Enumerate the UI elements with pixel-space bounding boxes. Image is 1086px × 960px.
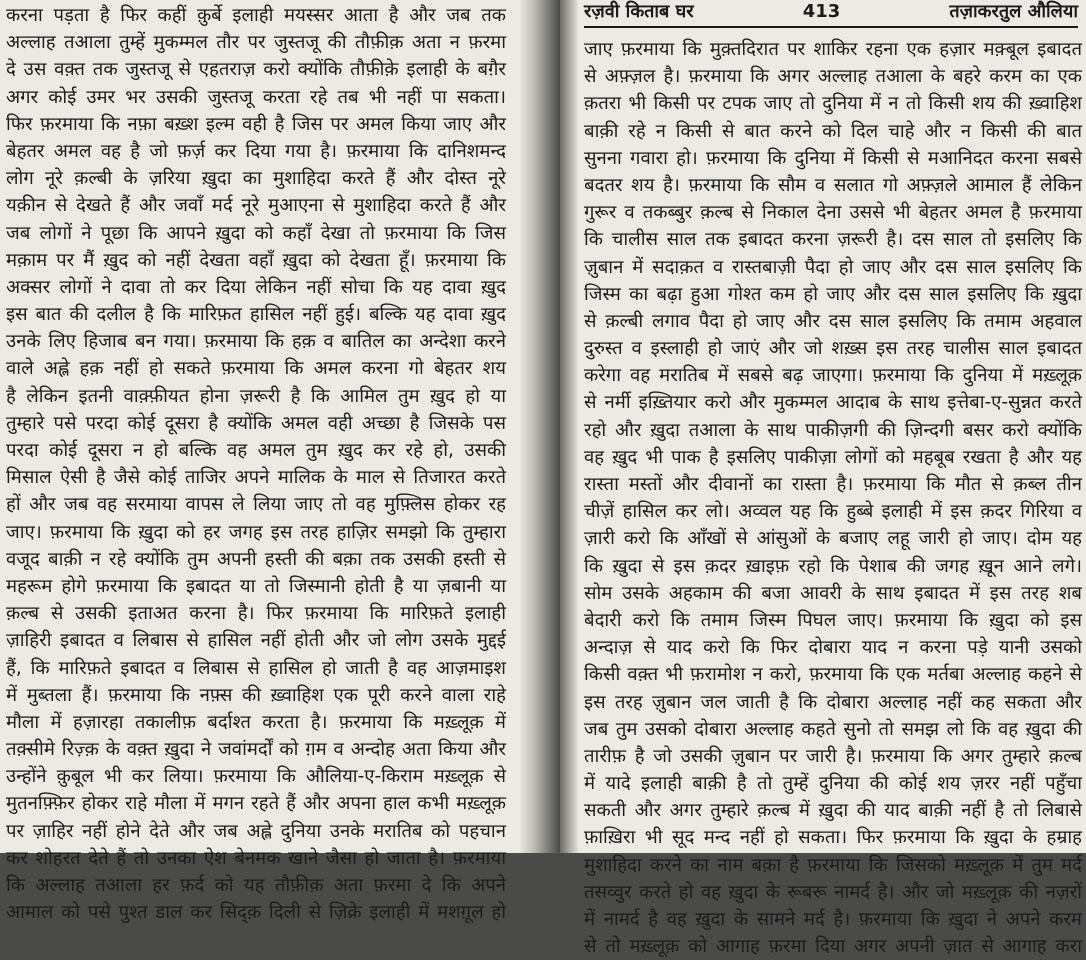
text-line: में मुब्तला हैं। फ़रमाया कि नफ़्स की ख़्वाहिश एक पूरी करने वाला राहे — [6, 684, 506, 706]
text-line: उनके लिए हिजाब बन गया। फ़रमाया कि हक़ व बातिल का अन्देशा करने — [6, 331, 506, 353]
text-line: फिर फ़रमाया कि नफ़ा बख़्श इल्म वही है जिस पर अमल किया जाए और — [6, 113, 506, 135]
publisher-name: रज़वी किताब घर — [584, 1, 694, 22]
text-line: अक्सर लोगों ने दावा तो कर दिया लेकिन नहीं सोचा कि यह दावा ख़ुद — [6, 276, 506, 298]
text-line: अल्लाह तआला तुम्हें मुकम्मल तौर पर जुस्तजू की तौफ़ीक़ अता न फ़रमा — [6, 32, 506, 54]
text-line: जब लोगों ने पूछा कि आपने ख़ुदा को कहाँ देखा तो फ़रमाया कि जिस — [6, 222, 506, 244]
text-line: वजूद बाक़ी न रहे क्योंकि तुम अपनी हस्ती की बक़ा तक उसकी हस्ती से — [6, 548, 506, 570]
text-line: वाले अह्ले हक़ नहीं हो सकते फ़रमाया कि अमल करना गो बेहतर शय — [6, 358, 506, 380]
book-gutter-shadow — [520, 0, 560, 853]
text-line: ज़ुबान में सदाक़त व रास्तबाज़ी पैदा हो जाए और दस साल इसलिए कि — [584, 256, 1082, 278]
text-line: यक़ीन से देखते हैं और जवाँ मर्द नूरे मुआएना से मुशाहिदा करते हैं और — [6, 195, 506, 217]
text-line: करेगा वह मरातिब में सबसे बढ़ जाएगा। फ़रमाया कि दुनिया में मख़्लूक़ — [584, 365, 1082, 387]
text-line: तारीफ़ है जो उसकी ज़ुबान पर जारी है। फ़रमाया कि अगर तुम्हारे क़ल्ब — [584, 745, 1082, 767]
text-line: सुनना गवारा हो। फ़रमाया कि दुनिया में किसी से मआनिदत करना सबसे — [584, 147, 1082, 169]
text-line: जब तुम उसको दोबारा अल्लाह कहते सुनो तो समझ लो कि वह ख़ुदा की — [584, 718, 1082, 740]
text-line: मुशाहिदा करने का नाम बक़ा है फ़रमाया कि जिसको मख़्लूक़ में तुम मर्द — [584, 854, 1082, 876]
text-line: हों और जब वह सरमाया वापस ले लिया जाए तो वह मुफ़्लिस होकर रह — [6, 494, 506, 516]
text-line: ज़ारी करो कि आँखों से आंसुओं के बजाए लहू जारी हो जाए। दोम यह — [584, 528, 1082, 550]
left-page — [0, 0, 530, 924]
text-line: करना पड़ता है फिर कहीं क़ुर्बे इलाही मयस्सर आता है और जब तक — [6, 5, 506, 26]
text-line: जिस्म का बढ़ा हुआ गोश्त कम हो जाए और दस साल इसलिए कि ख़ुदा — [584, 283, 1082, 305]
running-head — [584, 0, 1078, 28]
text-line: आमाल को पसे पुश्त डाल कर सिद्क़ दिली से ज़िक्रे इलाही में मशग़ूल हो — [6, 902, 506, 924]
text-line: सकती और अगर तुम्हारे क़ल्ब में ख़ुदा की याद बाक़ी नहीं है तो लिबासे — [584, 800, 1082, 822]
text-line: चीज़ें हासिल कर लो। अव्वल यह कि हुब्बे इलाही में इस क़दर गिरिया व — [584, 501, 1082, 523]
text-line: मक़ाम पर मैं ख़ुद को नहीं देखता वहाँ ख़ुदा को देखता हूँ। फ़रमाया कि — [6, 249, 506, 271]
text-line: फ़ाख़िरा भी सूद मन्द नहीं हो सकता। फिर फ़रमाया कि ख़ुदा के हम्राह — [584, 827, 1082, 849]
text-line: तसव्वुर करते हो वह ख़ुदा के रूबरू नामर्द है। और जो मख़्लूक़ की नज़रों — [584, 881, 1082, 903]
text-line: से क़ल्बी लगाव पैदा हो जाए और दस साल इसलिए कि तमाम अहवाल — [584, 310, 1082, 332]
text-line: कि चालीस साल तक इबादत करना ज़रूरी है। दस साल तो इसलिए कि — [584, 229, 1082, 251]
text-line: में नामर्द है वह ख़ुदा के सामने मर्द है। फ़रमाया कि ख़ुदा ने अपने करम — [584, 909, 1082, 930]
text-line: कर शोहरत देते हैं तो उनका ऐश बेनमक खाने जैसा हो जाता है। फ़रमाया — [6, 847, 506, 869]
text-line: से नर्मी इख़्तियार करो और मुकम्मल आदाब के साथ इत्तेबा-ए-सुन्नत करते — [584, 392, 1082, 414]
text-line: अन्दाज़ से याद करो कि फिर दोबारा याद न करना पड़े यानी उसको — [584, 637, 1082, 659]
text-line: गुरूर व तकब्बुर क़ल्ब से निकाल देना उससे भी बेहतर अमल है फ़रमाया — [584, 202, 1082, 224]
text-line: महरूम होगे फ़रमाया कि इबादत या तो जिस्मानी होती है या ज़बानी या — [6, 575, 506, 597]
right-page-body — [584, 36, 1082, 960]
text-line: दुरुस्त व इस्लाही हो जाएं और जो शख़्स इस तरह चालीस साल इबादत — [584, 338, 1082, 360]
text-line: क़ल्ब से उसकी इताअत करना है। फिर फ़रमाया कि मारिफ़ते इलाही — [6, 603, 506, 625]
text-line: इस बात की दलील है कि मारिफ़त हासिल नहीं हुई। बल्कि यह दावा ख़ुद — [6, 304, 506, 326]
text-line: उन्होंने क़ुबूल भी कर लिया। फ़रमाया कि औलिया-ए-किराम मख़्लूक़ से — [6, 766, 506, 788]
text-line: से अफ़्ज़ल है। फ़रमाया कि अगर अल्लाह तआला के बहरे करम का एक — [584, 66, 1082, 88]
text-line: सोम उसके अहकाम की बजा आवरी के साथ इबादत में इस तरह शब — [584, 582, 1082, 604]
text-line: मुतनफ़्फ़िर होकर राहे मौला में मगन रहते हैं और अपना हाल कभी मख़्लूक़ — [6, 793, 506, 815]
text-line: पर ज़ाहिर नहीं होने देते और जब अह्ले दुनिया उनके मरातिब को पहचान — [6, 820, 506, 842]
text-line: मिसाल ऐसी है जैसे कोई ताजिर अपने मालिक के माल से तिजारत करते — [6, 467, 506, 489]
text-line: बाक़ी रहे न किसी से बात करने को दिल चाहे और न किसी की बात — [584, 120, 1082, 142]
text-line: तक़्सीमे रिज़्क़ के वक़्त ख़ुदा ने जवांमर्दों को ग़म व अन्दोह अता किया और — [6, 739, 506, 761]
text-line: क़तरा भी किसी पर टपक जाए तो दुनिया में न तो किसी शय की ख़्वाहिश — [584, 93, 1082, 115]
text-line: वह ख़ुद भी पाक है इसलिए पाकीज़ा लोगों को महबूब रखता है और यह — [584, 446, 1082, 468]
text-line: किसी वक़्त भी फ़रामोश न करो, फ़रमाया कि एक मर्तबा अल्लाह कहने से — [584, 664, 1082, 686]
book-gutter-shadow-right — [560, 0, 578, 853]
left-page-body — [6, 2, 506, 926]
text-line: कि अल्लाह तआला हर फ़र्द को यह तौफ़ीक़ अता फ़रमा दे कि अपने — [6, 875, 506, 896]
text-line: परदा कोई दूसरा न हो बल्कि वह अमल तुम ख़ुद कर रहे हो, उसकी — [6, 440, 506, 461]
text-line: जाए। फ़रमाया कि ख़ुदा को हर जगह इस तरह हाज़िर समझो कि तुम्हारा — [6, 521, 506, 543]
text-line: बेहतर अमल वह है जो फ़र्ज़ कर दिया गया है। फ़रमाया कि दानिशमन्द — [6, 140, 506, 162]
text-line: रहो और ख़ुदा तआला के साथ पाकीज़गी की ज़िन्दगी बसर करो क्योंकि — [584, 419, 1082, 441]
text-line: रास्ता मस्तों और दीवानों का रास्ता है। फ़रमाया कि मौत से क़ब्ल तीन — [584, 474, 1082, 495]
text-line: मौला में हज़ारहा तकालीफ़ बर्दाश्त करता है। फ़रमाया कि मख़्लूक़ में — [6, 711, 506, 733]
text-line: लोग नूरे क़ल्बी के ज़रिया ख़ुदा का मुशाहिदा करते हैं और दोस्त नूरे — [6, 168, 506, 190]
text-line: बदतर शय है। फ़रमाया कि सौम व सलात गो अफ़्ज़ले आमाल हैं लेकिन — [584, 174, 1082, 196]
page-number: 413 — [802, 0, 841, 22]
text-line: में यादे इलाही बाक़ी है तो तुम्हें दुनिया की कोई शय ज़रर नहीं पहुँचा — [584, 773, 1082, 795]
text-line: तुम्हारे पसे परदा कोई दूसरा है क्योंकि अमल वही अच्छा है जिसके पस — [6, 412, 506, 434]
text-line: हैं, कि मारिफ़ते इबादत व लिबास से हासिल हो जाती है वह आज़माइश — [6, 657, 506, 679]
text-line: ज़ाहिरी इबादत व लिबास से हासिल नहीं होती और जो लोग उसके मुद्दई — [6, 630, 506, 652]
text-line: इस तरह ज़ुबान जल जाती है कि दोबारा अल्लाह नहीं कह सकता और — [584, 691, 1082, 713]
book-title: तज़ाकरतुल औलिया — [949, 1, 1078, 22]
text-line: बेदारी करो कि तमाम जिस्म पिघल जाए। फ़रमाया कि ख़ुदा को इस — [584, 609, 1082, 631]
text-line: जाए फ़रमाया कि मुक़्तदिरात पर शाकिर रहना एक हज़ार मक़्बूल इबादत — [584, 39, 1082, 60]
text-line: से तो मख़्लूक़ को आगाह फ़रमा दिया अगर अपनी ज़ात से आगाह करा — [584, 936, 1082, 958]
text-line: दे उस वक़्त तक जुस्तजू से एहतराज़ करो क्योंकि तौफ़ीक़े इलाही के बग़ैर — [6, 59, 506, 81]
text-line: कि ख़ुदा से इस क़दर ख़ाइफ़ रहो कि पेशाब की जगह ख़ून आने लगे। — [584, 555, 1082, 577]
text-line: अगर कोई उमर भर उसकी जुस्तजू करता रहे तब भी नहीं पा सकता। — [6, 86, 506, 108]
right-page — [560, 0, 1086, 958]
text-line: है लेकिन इतनी वाक़्फ़ीयत होना ज़रूरी है कि आमिल तुम ख़ुद हो या — [6, 385, 506, 407]
